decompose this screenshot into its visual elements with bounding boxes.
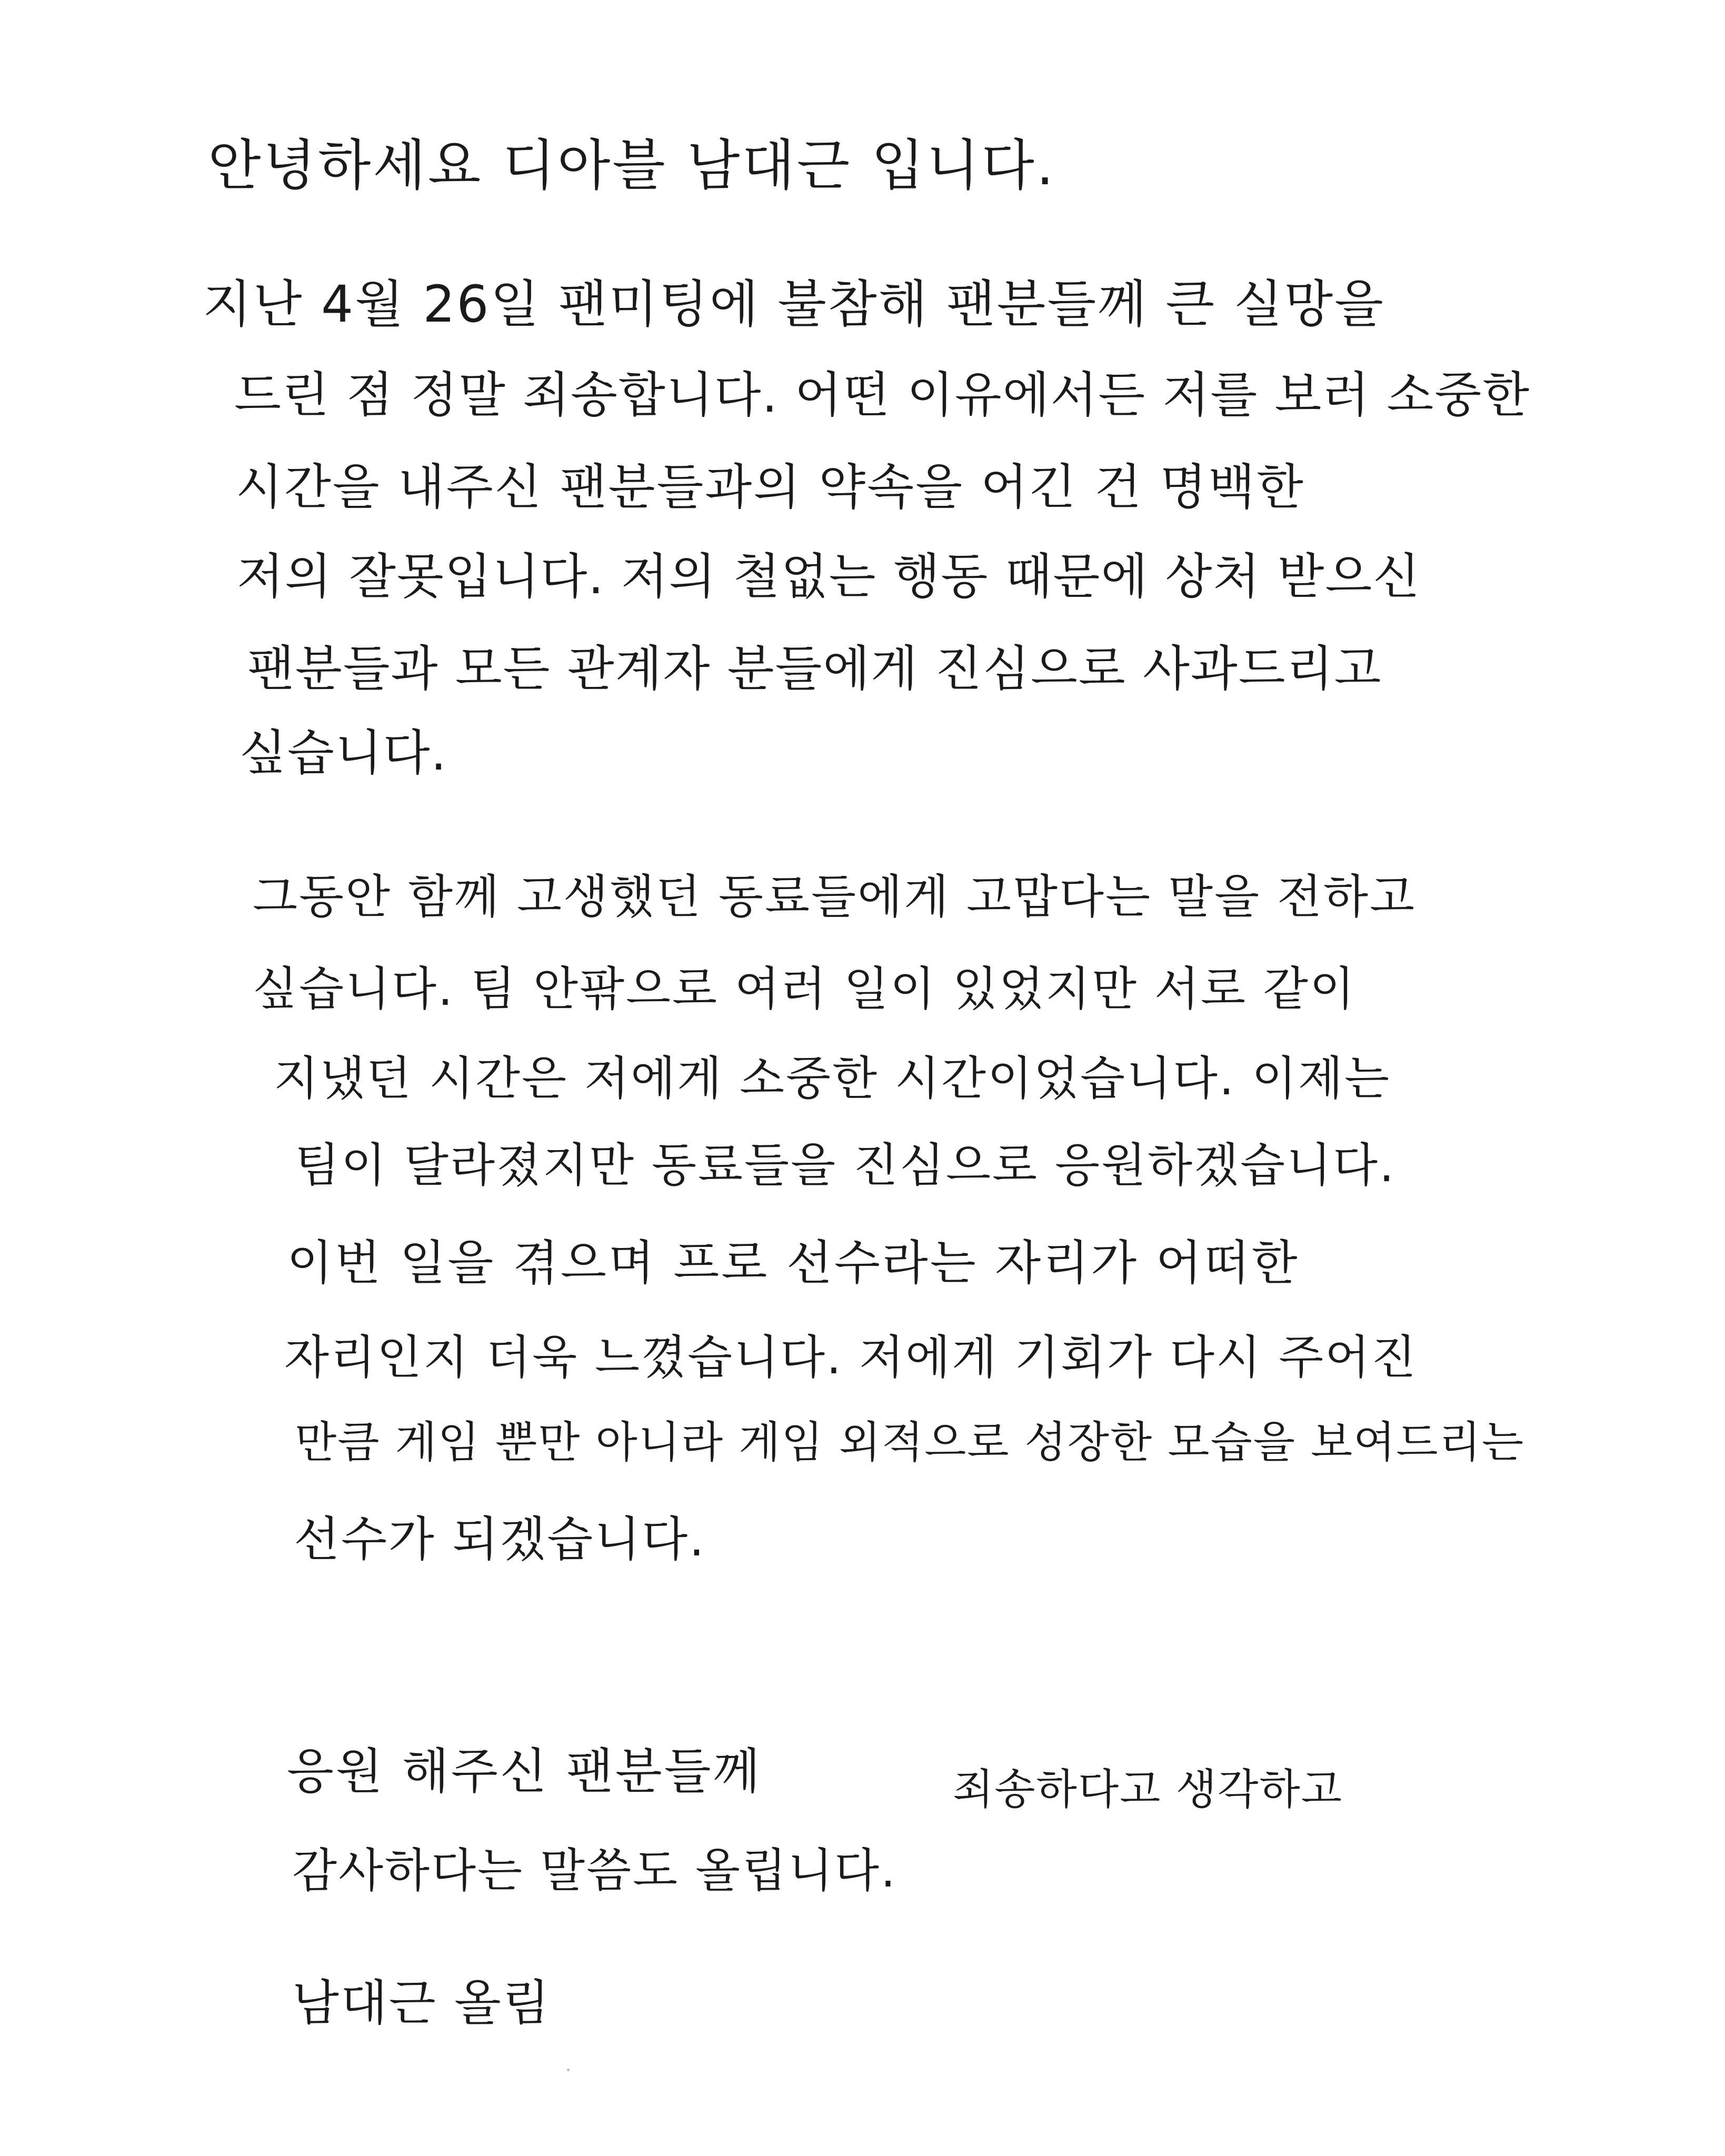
paper-speck xyxy=(567,2069,570,2071)
paragraph-line: 드린 점 정말 죄송합니다. 어떤 이유에서든 저를 보러 소중한 xyxy=(234,367,1531,423)
paragraph-line: 자리인지 더욱 느꼈습니다. 저에게 기회가 다시 주어진 xyxy=(284,1330,1418,1384)
paragraph-line: 지냈던 시간은 저에게 소중한 시간이었습니다. 이제는 xyxy=(274,1051,1391,1105)
paragraph-line: 싶습니다. 팀 안팎으로 여러 일이 있었지만 서로 같이 xyxy=(253,962,1356,1016)
paragraph-line: 시간을 내주신 팬분들과의 약속을 어긴 건 명백한 xyxy=(236,459,1305,515)
closing-line: 응원 해주신 팬분들께 xyxy=(287,1743,762,1800)
paragraph-line: 선수가 되겠습니다. xyxy=(294,1512,706,1567)
paragraph-line: 싶습니다. xyxy=(240,725,447,781)
paragraph-line: 팀이 달라졌지만 동료들을 진심으로 응원하겠습니다. xyxy=(295,1138,1396,1192)
signature: 남대근 올림 xyxy=(292,1975,551,2031)
paragraph-line: 저의 잘못입니다. 저의 철없는 행동 때문에 상처 받으신 xyxy=(237,548,1421,605)
paragraph-line: 만큼 게임 뿐만 아니라 게임 외적으로 성장한 모습을 보여드리는 xyxy=(295,1418,1525,1468)
greeting-line: 안녕하세요 디아블 남대근 입니다. xyxy=(208,133,1056,197)
closing-aside: 죄송하다고 생각하고 xyxy=(953,1765,1343,1814)
paragraph-line: 지난 4월 26일 팬미팅에 불참해 팬분들께 큰 실망을 xyxy=(203,275,1385,334)
closing-line: 감사하다는 말씀도 올립니다. xyxy=(292,1843,898,1898)
paragraph-line: 그동안 함께 고생했던 동료들에게 고맙다는 말을 전하고 xyxy=(253,870,1417,924)
paragraph-line: 이번 일을 겪으며 프로 선수라는 자리가 어떠한 xyxy=(287,1235,1300,1291)
paragraph-line: 팬분들과 모든 관계자 분들에게 진심으로 사과드리고 xyxy=(247,641,1382,697)
